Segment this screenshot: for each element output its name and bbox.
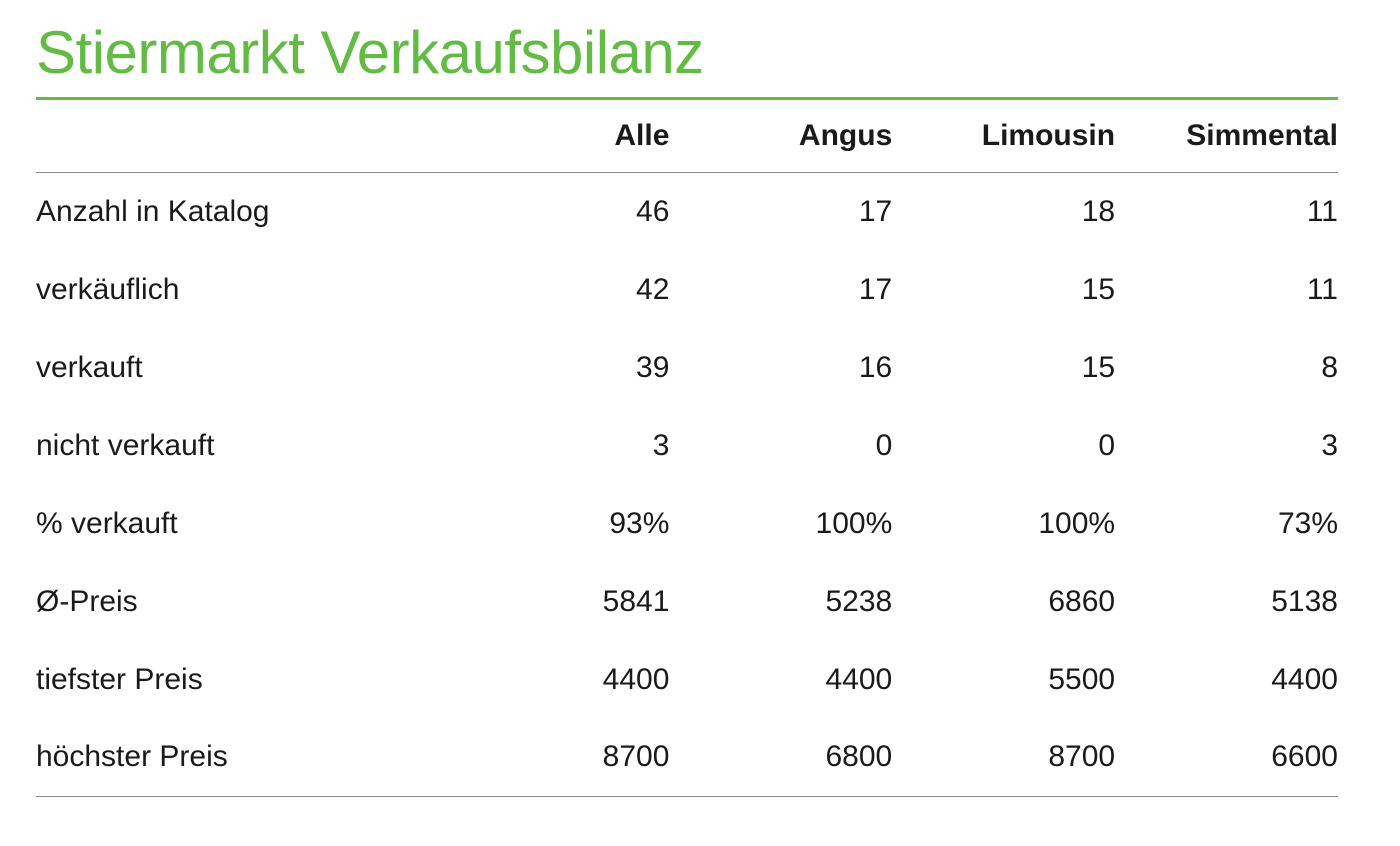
column-header-corner (36, 100, 447, 173)
cell-value: 15 (1081, 272, 1116, 306)
table-row (36, 719, 1338, 797)
row-label: verkauft (36, 350, 143, 384)
table-row (36, 173, 1338, 251)
row-label: nicht verkauft (36, 428, 215, 462)
cell-value: 6600 (1271, 740, 1338, 774)
cell-value: 6860 (1048, 584, 1116, 618)
cell-value: 4400 (602, 662, 670, 696)
cell-value: 42 (636, 272, 670, 306)
cell-value: 0 (875, 428, 893, 462)
cell-value: 8700 (1048, 740, 1116, 774)
cell-value: 11 (1306, 194, 1338, 228)
row-label: % verkauft (36, 506, 178, 540)
cell-value: 4400 (1271, 662, 1338, 696)
table-body (36, 173, 1338, 797)
cell-value: 5841 (602, 584, 670, 618)
cell-value: 8 (1321, 350, 1338, 384)
column-header-simmental: Simmental (1186, 119, 1338, 152)
table-row (36, 485, 1338, 563)
sales-balance-table (36, 100, 1338, 797)
row-label: tiefster Preis (36, 662, 203, 696)
row-label: verkäuflich (36, 272, 180, 306)
cell-value: 17 (858, 194, 893, 228)
cell-value: 73% (1277, 506, 1338, 540)
table-header (36, 100, 1338, 173)
table-row (36, 329, 1338, 407)
table-row (36, 641, 1338, 719)
column-header-alle: Alle (614, 119, 670, 152)
cell-value: 100% (1038, 506, 1116, 540)
cell-value: 5500 (1048, 662, 1116, 696)
cell-value: 11 (1306, 272, 1338, 306)
cell-value: 4400 (825, 662, 893, 696)
row-label: höchster Preis (36, 740, 228, 774)
cell-value: 3 (1321, 428, 1338, 462)
table-row (36, 251, 1338, 329)
row-label: Anzahl in Katalog (36, 194, 270, 228)
cell-value: 3 (652, 428, 670, 462)
cell-value: 16 (858, 350, 893, 384)
cell-value: 6800 (825, 740, 893, 774)
cell-value: 18 (1081, 194, 1116, 228)
table-row (36, 407, 1338, 485)
cell-value: 5138 (1271, 584, 1338, 618)
cell-value: 100% (815, 506, 893, 540)
cell-value: 46 (636, 194, 670, 228)
cell-value: 39 (636, 350, 670, 384)
page-title: Stiermarkt Verkaufsbilanz (36, 19, 704, 86)
column-header-angus: Angus (798, 119, 893, 152)
table-row (36, 563, 1338, 641)
cell-value: 8700 (602, 740, 670, 774)
cell-value: 17 (858, 272, 893, 306)
cell-value: 15 (1081, 350, 1116, 384)
column-header-limousin: Limousin (981, 119, 1116, 152)
row-label: Ø-Preis (36, 584, 138, 618)
table-header-row (36, 100, 1338, 173)
cell-value: 0 (1098, 428, 1116, 462)
cell-value: 5238 (825, 584, 893, 618)
cell-value: 93% (609, 506, 670, 540)
